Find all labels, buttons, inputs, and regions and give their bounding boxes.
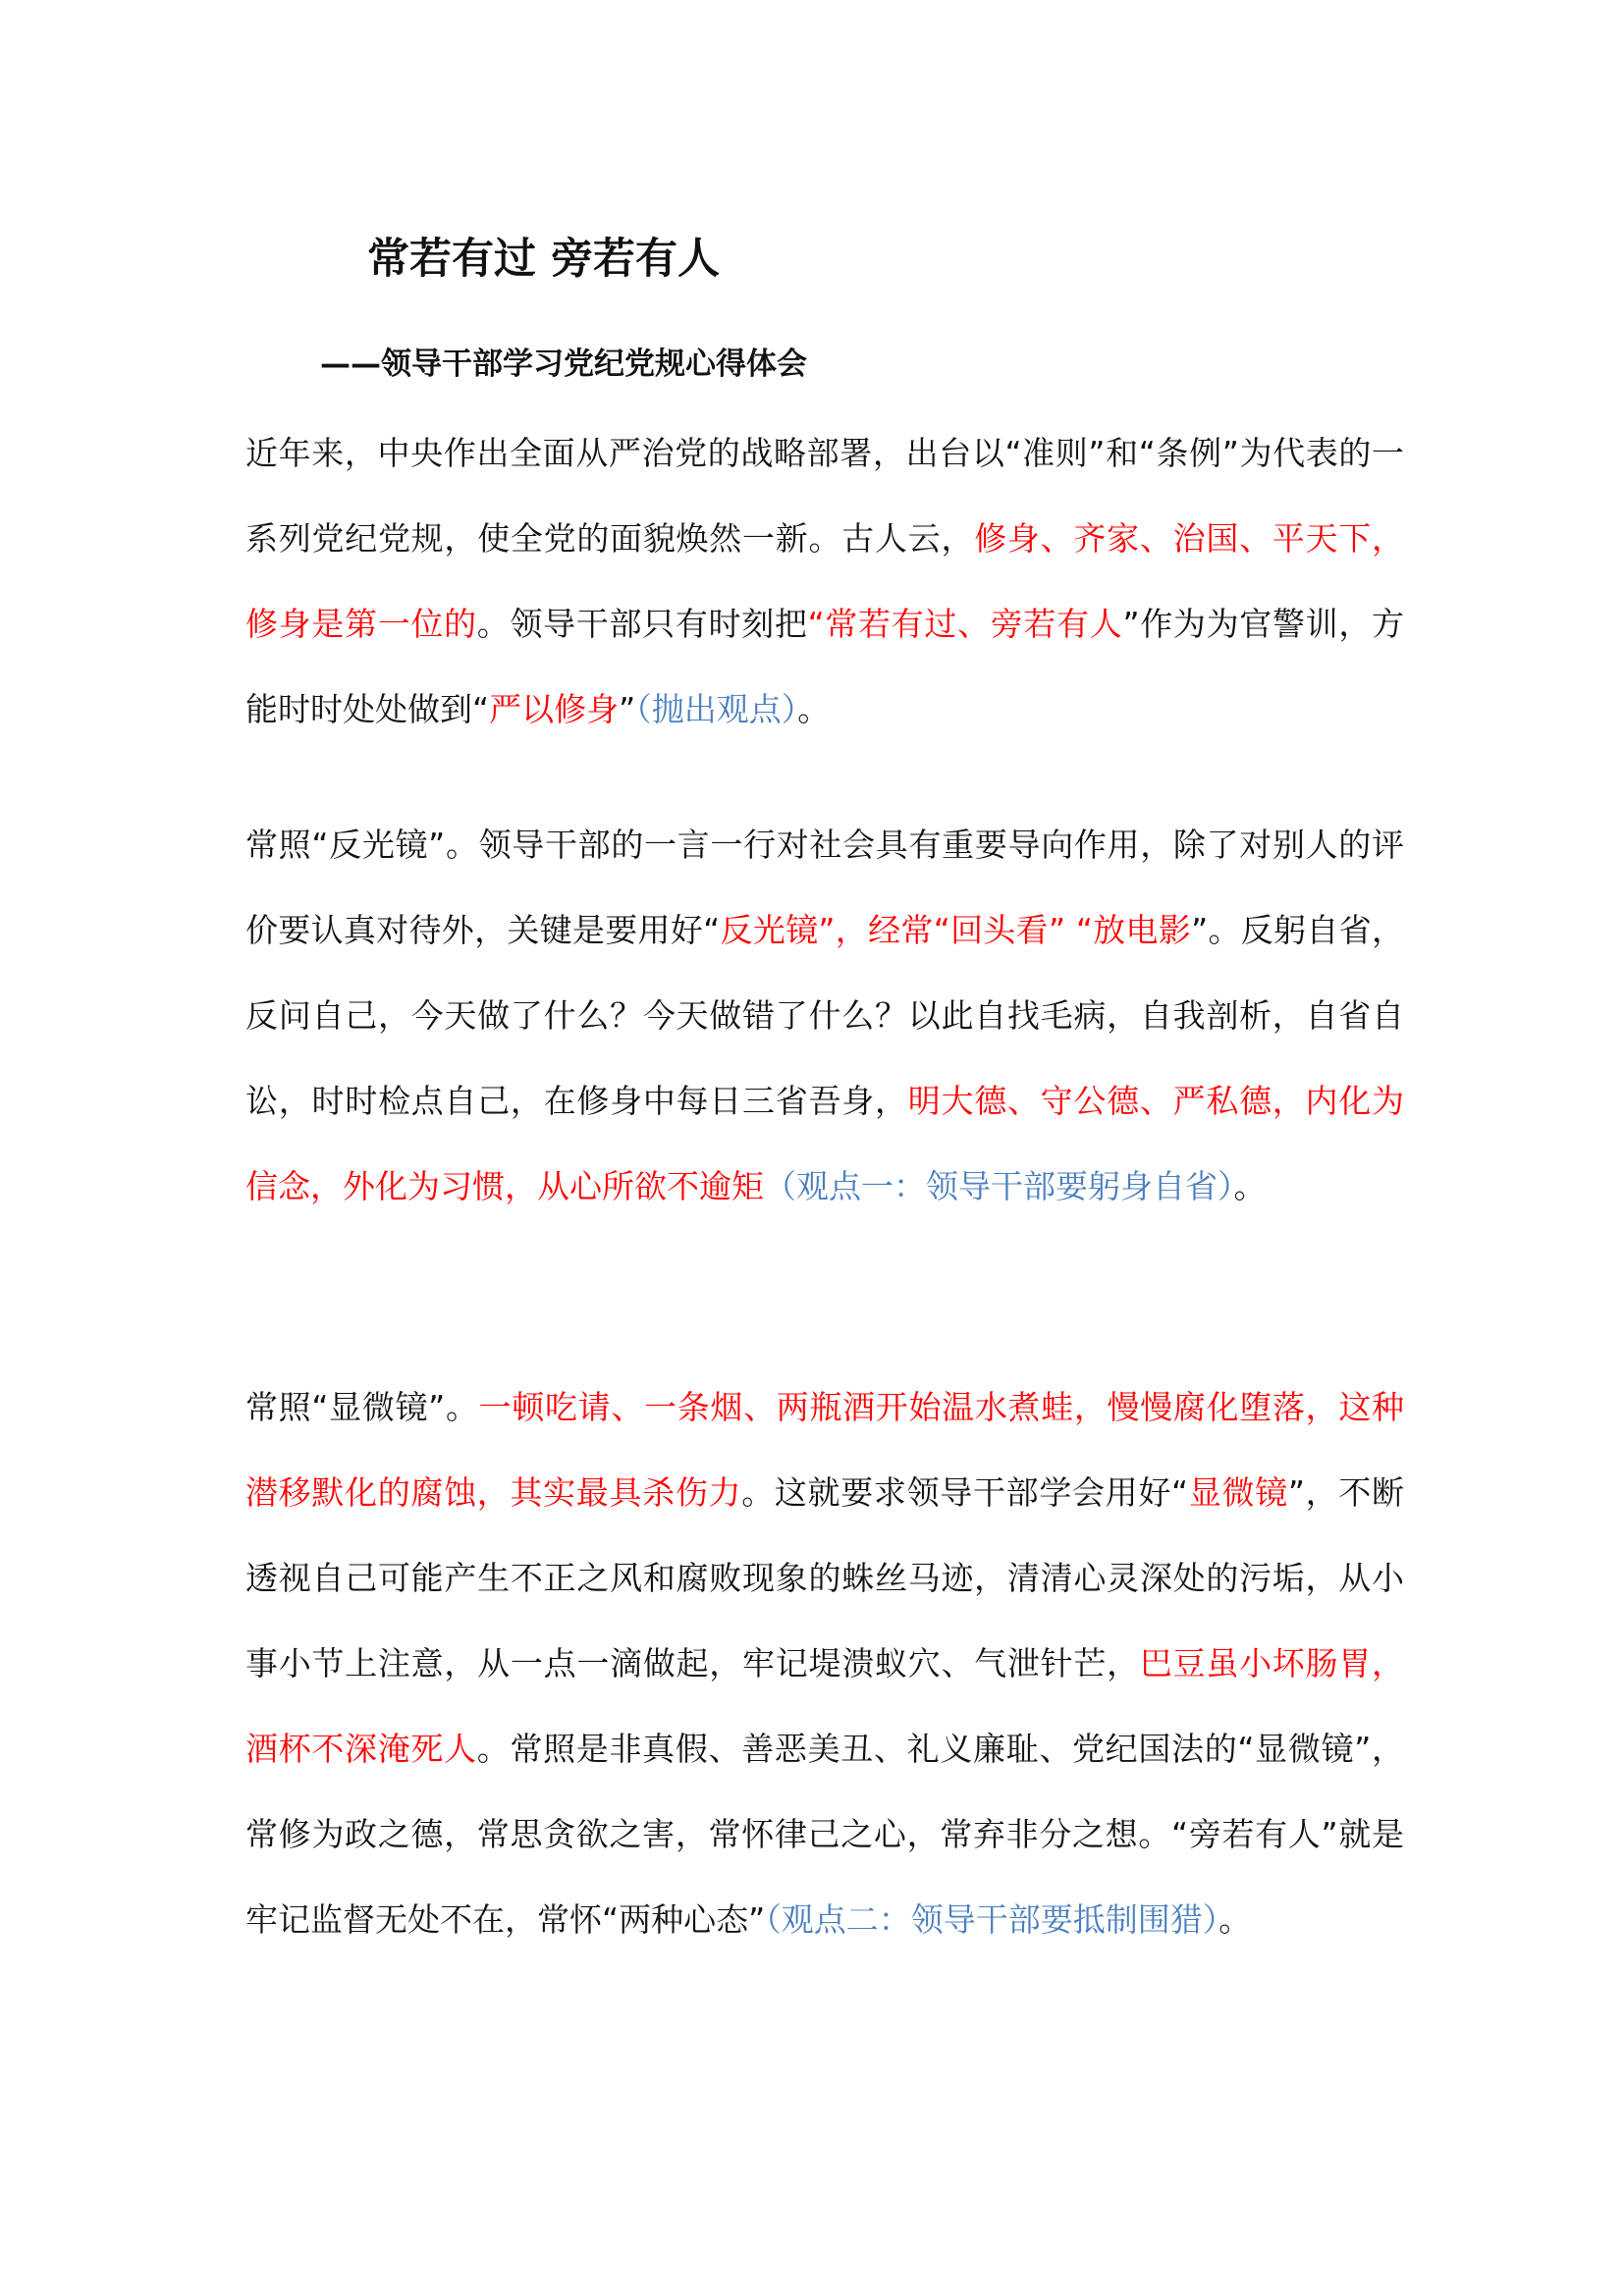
paragraph-intro	[245, 410, 1404, 752]
annotation-blue: （观点一：领导干部要躬身自省）	[764, 1167, 1234, 1205]
paragraph-microscope	[245, 1364, 1404, 1962]
text-run: 常照“显微镜”。	[245, 1388, 479, 1426]
annotation-blue: （观点二：领导干部要抵制围猎）	[765, 1900, 1219, 1939]
highlight-red: 显微镜	[1188, 1473, 1288, 1512]
annotation-blue: （抛出观点）	[635, 690, 798, 728]
document-title: 常若有过 旁若有人	[367, 235, 720, 284]
text-run: 。	[1218, 1900, 1252, 1939]
document-subtitle: ——领导干部学习党纪党规心得体会	[320, 347, 807, 382]
text-run: 常照“反光镜”。领导干部的一言一行对社会具有重要导向作用，除了对别人的评价要认真对待外，关键是要用好“	[245, 826, 1404, 949]
text-run: 。	[797, 690, 831, 728]
text-run: 。领导干部只有时刻把	[476, 605, 808, 643]
text-run: 。	[1233, 1167, 1267, 1205]
text-run: 。常照是非真假、善恶美丑、礼义廉耻、党纪国法的“显微镜”，常修为政之德，常思贪欲之害，常怀律己之心，常弃非分之想。“旁若有人”就是牢记监督无处不在，常怀“两种心态”	[245, 1730, 1404, 1939]
highlight-red: 严以修身	[489, 690, 620, 728]
highlight-red: 修身、齐家、治国、平天下，修身是第一位的	[245, 519, 1405, 643]
text-run: ”。反躬自省，反问自己，今天做了什么？今天做错了什么？以此自找毛病，自我剖析，自省自讼，时时检点自己，在修身中每日三省吾身，	[245, 911, 1404, 1120]
highlight-red: “常若有过、旁若有人	[807, 605, 1123, 643]
highlight-red: 明大德、守公德、严私德，内化为信念，外化为习惯，从心所欲不逾矩	[245, 1082, 1405, 1205]
text-run: ”作为为官警训，方能时时处处做到“	[245, 605, 1405, 728]
text-run: 。这就要求领导干部学会用好“	[741, 1473, 1189, 1512]
highlight-red: 巴豆虽小坏肠胃，酒杯不深淹死人	[245, 1644, 1405, 1768]
highlight-red: 反光镜”，经常“回头看” “放电影	[720, 911, 1192, 949]
paragraph-mirror	[245, 802, 1404, 1229]
text-run: ”	[619, 690, 636, 728]
text-run: ”，不断透视自己可能产生不正之风和腐败现象的蛛丝马迹，清清心灵深处的污垢，从小事小节上注意，从一点一滴做起，牢记堤溃蚁穴、气泄针芒，	[245, 1473, 1404, 1682]
highlight-red: 一顿吃请、一条烟、两瓶酒开始温水煮蛙，慢慢腐化堕落，这种潜移默化的腐蚀，其实最具杀伤力	[245, 1388, 1404, 1512]
text-run: 近年来，中央作出全面从严治党的战略部署，出台以“准则”和“条例”为代表的一系列党纪党规，使全党的面貌焕然一新。古人云，	[245, 434, 1404, 558]
